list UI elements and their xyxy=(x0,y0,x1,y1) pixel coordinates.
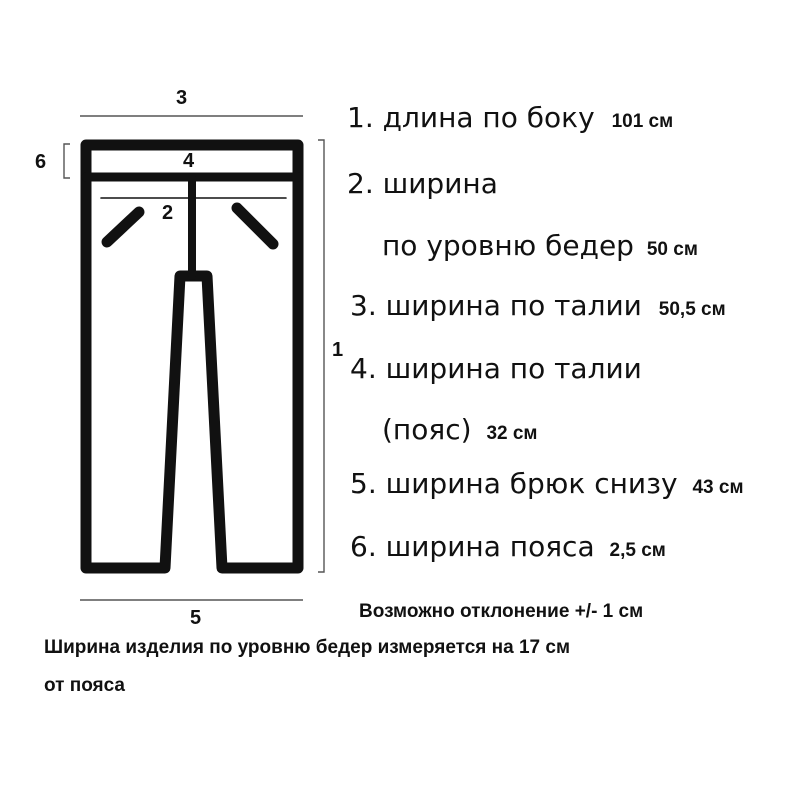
hip-note-unit: см xyxy=(545,637,570,658)
measurement-waist-width xyxy=(350,289,726,322)
measurement-text: 1. длина по боку xyxy=(347,101,595,134)
measurement-belt-height xyxy=(350,530,666,563)
length-dimension-bracket xyxy=(318,140,324,572)
label-waist-band: 4 xyxy=(183,150,195,172)
label-bottom-width: 5 xyxy=(190,607,202,629)
measurement-value: 32 см xyxy=(486,423,538,444)
measurement-text: 3. ширина по талии xyxy=(350,289,642,322)
left-pocket xyxy=(107,212,139,242)
measurement-bottom-width xyxy=(350,467,744,500)
measurement-text: (пояс) xyxy=(382,413,472,446)
label-length: 1 xyxy=(332,339,344,361)
measurement-text: 2. ширина xyxy=(347,167,498,200)
measurement-hip-width-line1 xyxy=(347,167,498,200)
measurement-value: 50 см xyxy=(646,239,698,260)
measurement-value: 101 см xyxy=(611,111,674,132)
label-top-width: 3 xyxy=(176,87,188,109)
measurement-value: 43 см xyxy=(692,477,744,498)
belt-dimension-bracket xyxy=(64,144,70,178)
measurement-text: 6. ширина пояса xyxy=(350,530,595,563)
label-hip-width: 2 xyxy=(162,202,174,224)
measurement-side-length xyxy=(347,101,674,134)
measurement-text: по уровню бедер xyxy=(382,229,634,262)
label-belt-height: 6 xyxy=(35,151,47,173)
measurement-value: 2,5 см xyxy=(609,540,666,561)
right-pocket xyxy=(237,208,273,244)
measurement-text: 5. ширина брюк снизу xyxy=(350,467,678,500)
measurement-hip-width-line2 xyxy=(382,229,698,262)
measurement-value: 50,5 см xyxy=(658,299,726,320)
hip-note-line2: от пояса xyxy=(44,675,126,696)
hip-note-line1 xyxy=(44,638,570,657)
measurement-text: 4. ширина по талии xyxy=(350,352,642,385)
measurement-waistband-line2 xyxy=(382,413,538,446)
measurement-waistband-line1 xyxy=(350,352,642,385)
deviation-note: Возможно отклонение +/- 1 см xyxy=(359,601,644,622)
hip-note-text: Ширина изделия по уровню бедер измеряется на 17 xyxy=(44,637,541,658)
